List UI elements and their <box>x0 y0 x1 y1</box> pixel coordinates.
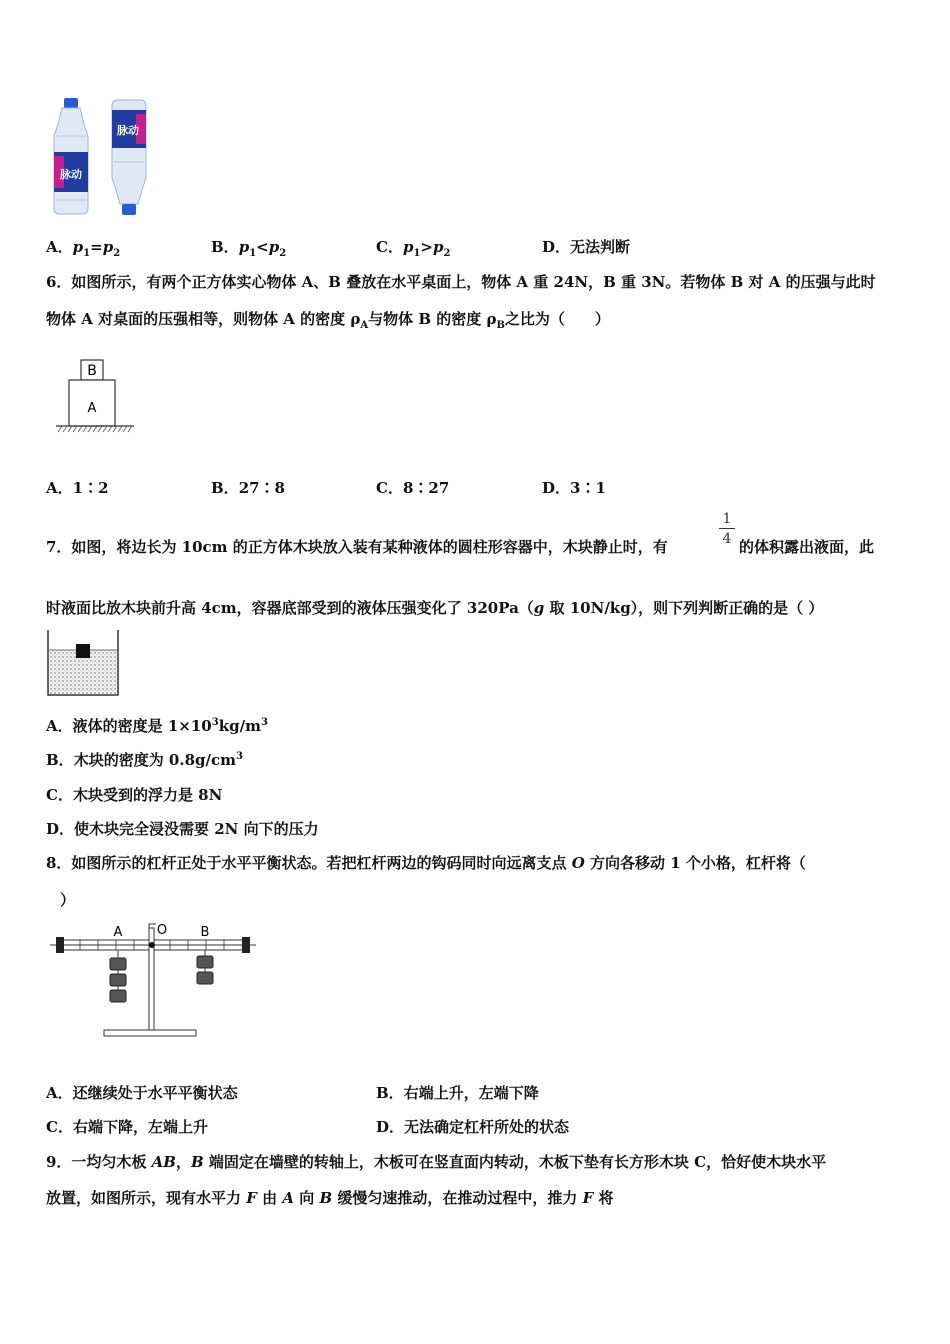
q6-stem-line2: 物体 A 对桌面的压强相等，则物体 A 的密度 $\rho_A$与物体 B 的密度 $\rho_B$之比为（ ） <box>46 310 610 331</box>
q8-stem-line1: 8．如图所示的杠杆正处于水平平衡状态。若把杠杆两边的钩码同时向远离支点 O 方向各移动 1 个小格，杠杆将（ <box>46 854 806 872</box>
container-figure <box>46 628 120 698</box>
stacked-blocks-figure <box>54 358 138 438</box>
q7-option-d[interactable]: D．使木块完全浸没需要 2N 向下的压力 <box>46 820 319 838</box>
right-balance-nut <box>242 937 250 953</box>
q7-stem-line1-b: 的体积露出液面，此 <box>739 538 875 556</box>
q6-option-d[interactable]: D．3∶1 <box>542 479 606 497</box>
bottle1-brand: 脉动 <box>60 168 82 181</box>
bottle2-brand: 脉动 <box>117 124 139 137</box>
q7-fraction-denominator: 4 <box>722 531 732 547</box>
pivot-point <box>149 942 155 948</box>
bottle-inverted <box>112 100 146 215</box>
q7-fraction-numerator: 1 <box>722 511 732 527</box>
q8-option-d[interactable]: D．无法确定杠杆所处的状态 <box>376 1118 570 1136</box>
q5-option-b[interactable]: B．$p_1<p_2$ <box>211 238 287 259</box>
q7-fraction <box>719 510 735 549</box>
pivot-hook <box>149 924 156 928</box>
left-hook-weights <box>110 950 126 1002</box>
q8-option-a[interactable]: A．还继续处于水平平衡状态 <box>46 1084 238 1102</box>
lever-figure <box>48 920 260 1042</box>
q8-stem-line2: ） <box>60 891 76 909</box>
table-hatch <box>58 426 132 432</box>
lever-label-o: O <box>156 923 168 938</box>
lever-label-a: A <box>113 925 123 940</box>
wood-block <box>76 644 90 658</box>
left-balance-nut <box>56 937 64 953</box>
q9-stem-line2: 放置，如图所示，现有水平力 F 由 A 向 B 缓慢匀速推动，在推动过程中，推力 F 将 <box>46 1189 614 1207</box>
q6-stem-line1: 6．如图所示，有两个正方体实心物体 A、B 叠放在水平桌面上，物体 A 重 24N，B 重 3N。若物体 B 对 A 的压强与此时 <box>46 273 876 291</box>
q5-option-c[interactable]: C．$p_1>p_2$ <box>376 238 451 259</box>
q7-stem-line2: 时液面比放木块前升高 4cm，容器底部受到的液体压强变化了 320Pa（g 取 10N/kg），则下列判断正确的是（ ） <box>46 599 824 617</box>
bottle-upright <box>54 98 88 214</box>
q5-option-d[interactable]: D．无法判断 <box>542 238 631 256</box>
q6-option-c[interactable]: C．8∶27 <box>376 479 450 497</box>
right-hook-weights <box>197 950 213 984</box>
lever-label-b: B <box>200 925 210 940</box>
q7-stem-line1-a: 7．如图，将边长为 10cm 的正方体木块放入装有某种液体的圆柱形容器中，木块静止时，有 <box>46 538 668 556</box>
q8-option-b[interactable]: B．右端上升，左端下降 <box>376 1084 539 1102</box>
q9-stem-line1: 9．一均匀木板 AB，B 端固定在墙壁的转轴上，木板可在竖直面内转动，木板下垫有长方形木块 C，恰好使木块水平 <box>46 1153 827 1171</box>
q7-option-a[interactable]: A．液体的密度是 $1\times 10^3kg/m^3$ <box>46 717 268 735</box>
q6-option-a[interactable]: A．1∶2 <box>46 479 109 497</box>
bottles-figure <box>48 96 158 221</box>
block-a-label: A <box>87 401 97 416</box>
q7-option-c[interactable]: C．木块受到的浮力是 8N <box>46 786 223 804</box>
stand-base <box>104 1030 196 1036</box>
q6-option-b[interactable]: B．27∶8 <box>211 479 285 497</box>
q7-option-b[interactable]: B．木块的密度为 $0.8g/cm^3$ <box>46 751 243 769</box>
block-b-label: B <box>87 363 97 379</box>
q8-option-c[interactable]: C．右端下降，左端上升 <box>46 1118 208 1136</box>
q5-option-a[interactable]: A．$p_1=p_2$ <box>46 238 121 259</box>
